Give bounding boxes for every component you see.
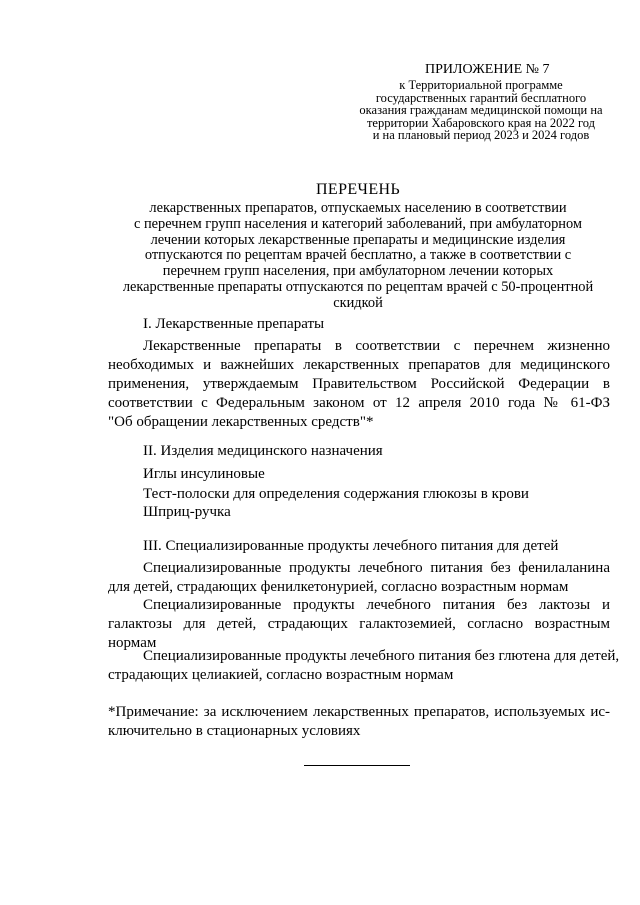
paragraph-line: "Об обращении лекарственных средств"* xyxy=(108,414,374,430)
paragraph-line: Специализированные продукты лечебного питания без глютена для детей, xyxy=(143,648,620,664)
list-item: Иглы инсулиновые xyxy=(143,466,265,482)
subtitle-line: с перечнем групп населения и категорий заболеваний, при амбулаторном xyxy=(133,215,583,232)
end-rule xyxy=(304,765,410,766)
paragraph-line: нормам xyxy=(108,635,157,651)
section-1-paragraph xyxy=(108,337,610,432)
document-title: ПЕРЕЧЕНЬ xyxy=(315,181,401,198)
paragraph-line: страдающих целиакией, согласно возрастным нормам xyxy=(108,667,454,683)
list-item: Шприц-ручка xyxy=(143,504,231,520)
footnote-line: *Примечание: за исключением лекарственных препаратов, используемых ис- xyxy=(108,704,610,720)
paragraph-line: для детей, страдающих фенилкетонурией, согласно возрастным нормам xyxy=(108,579,569,595)
paragraph-line: применения, утверждаемым Правительством Российской Федерации в xyxy=(108,376,610,392)
annex-line: территории Хабаровского края на 2022 год xyxy=(366,115,596,130)
document-subtitle xyxy=(108,201,608,312)
section-3-paragraph-3 xyxy=(108,647,620,685)
section-3-heading: III. Специализированные продукты лечебного питания для детей xyxy=(143,538,559,554)
subtitle-line: скидкой xyxy=(333,294,383,311)
annex-line: и на плановый период 2023 и 2024 годов xyxy=(372,128,590,142)
section-3-paragraph-1 xyxy=(108,559,610,597)
annex-line: к Территориальной программе xyxy=(399,78,563,92)
footnote-line: ключительно в стационарных условиях xyxy=(108,723,361,739)
list-item: Тест-полоски для определения содержания глюкозы в крови xyxy=(143,486,529,502)
paragraph-line: Специализированные продукты лечебного питания без лактозы и xyxy=(143,597,610,613)
subtitle-line: лекарственные препараты отпускаются по рецептам врачей с 50-процентной xyxy=(122,278,594,295)
paragraph-line: необходимых и важнейших лекарственных препаратов для медицинского xyxy=(108,357,610,373)
section-3-paragraph-2 xyxy=(108,596,610,653)
annex-title: ПРИЛОЖЕНИЕ № 7 xyxy=(425,62,550,77)
paragraph-line: галактозы для детей, страдающих галактоземией, согласно возрастным xyxy=(108,616,610,632)
annex-line: оказания гражданам медицинской помощи на xyxy=(359,103,603,117)
subtitle-line: лечении которых лекарственные препараты и медицинские изделия xyxy=(150,231,566,248)
paragraph-line: соответствии с Федеральным законом от 12 апреля 2010 года № 61-ФЗ xyxy=(108,395,610,411)
footnote xyxy=(108,703,610,741)
annex-subtitle xyxy=(352,79,610,142)
paragraph-line: Лекарственные препараты в соответствии с перечнем жизненно xyxy=(143,338,610,354)
subtitle-line: перечнем групп населения, при амбулаторном лечении которых xyxy=(162,263,554,280)
paragraph-line: Специализированные продукты лечебного питания без фенилаланина xyxy=(143,560,610,576)
section-2-heading: II. Изделия медицинского назначения xyxy=(143,443,383,459)
annex-line: государственных гарантий бесплатного xyxy=(375,90,587,105)
subtitle-line: отпускаются по рецептам врачей бесплатно, а также в соответствии с xyxy=(144,247,572,264)
subtitle-line: лекарственных препаратов, отпускаемых населению в соответствии xyxy=(149,200,567,216)
section-1-heading: I. Лекарственные препараты xyxy=(143,316,325,332)
